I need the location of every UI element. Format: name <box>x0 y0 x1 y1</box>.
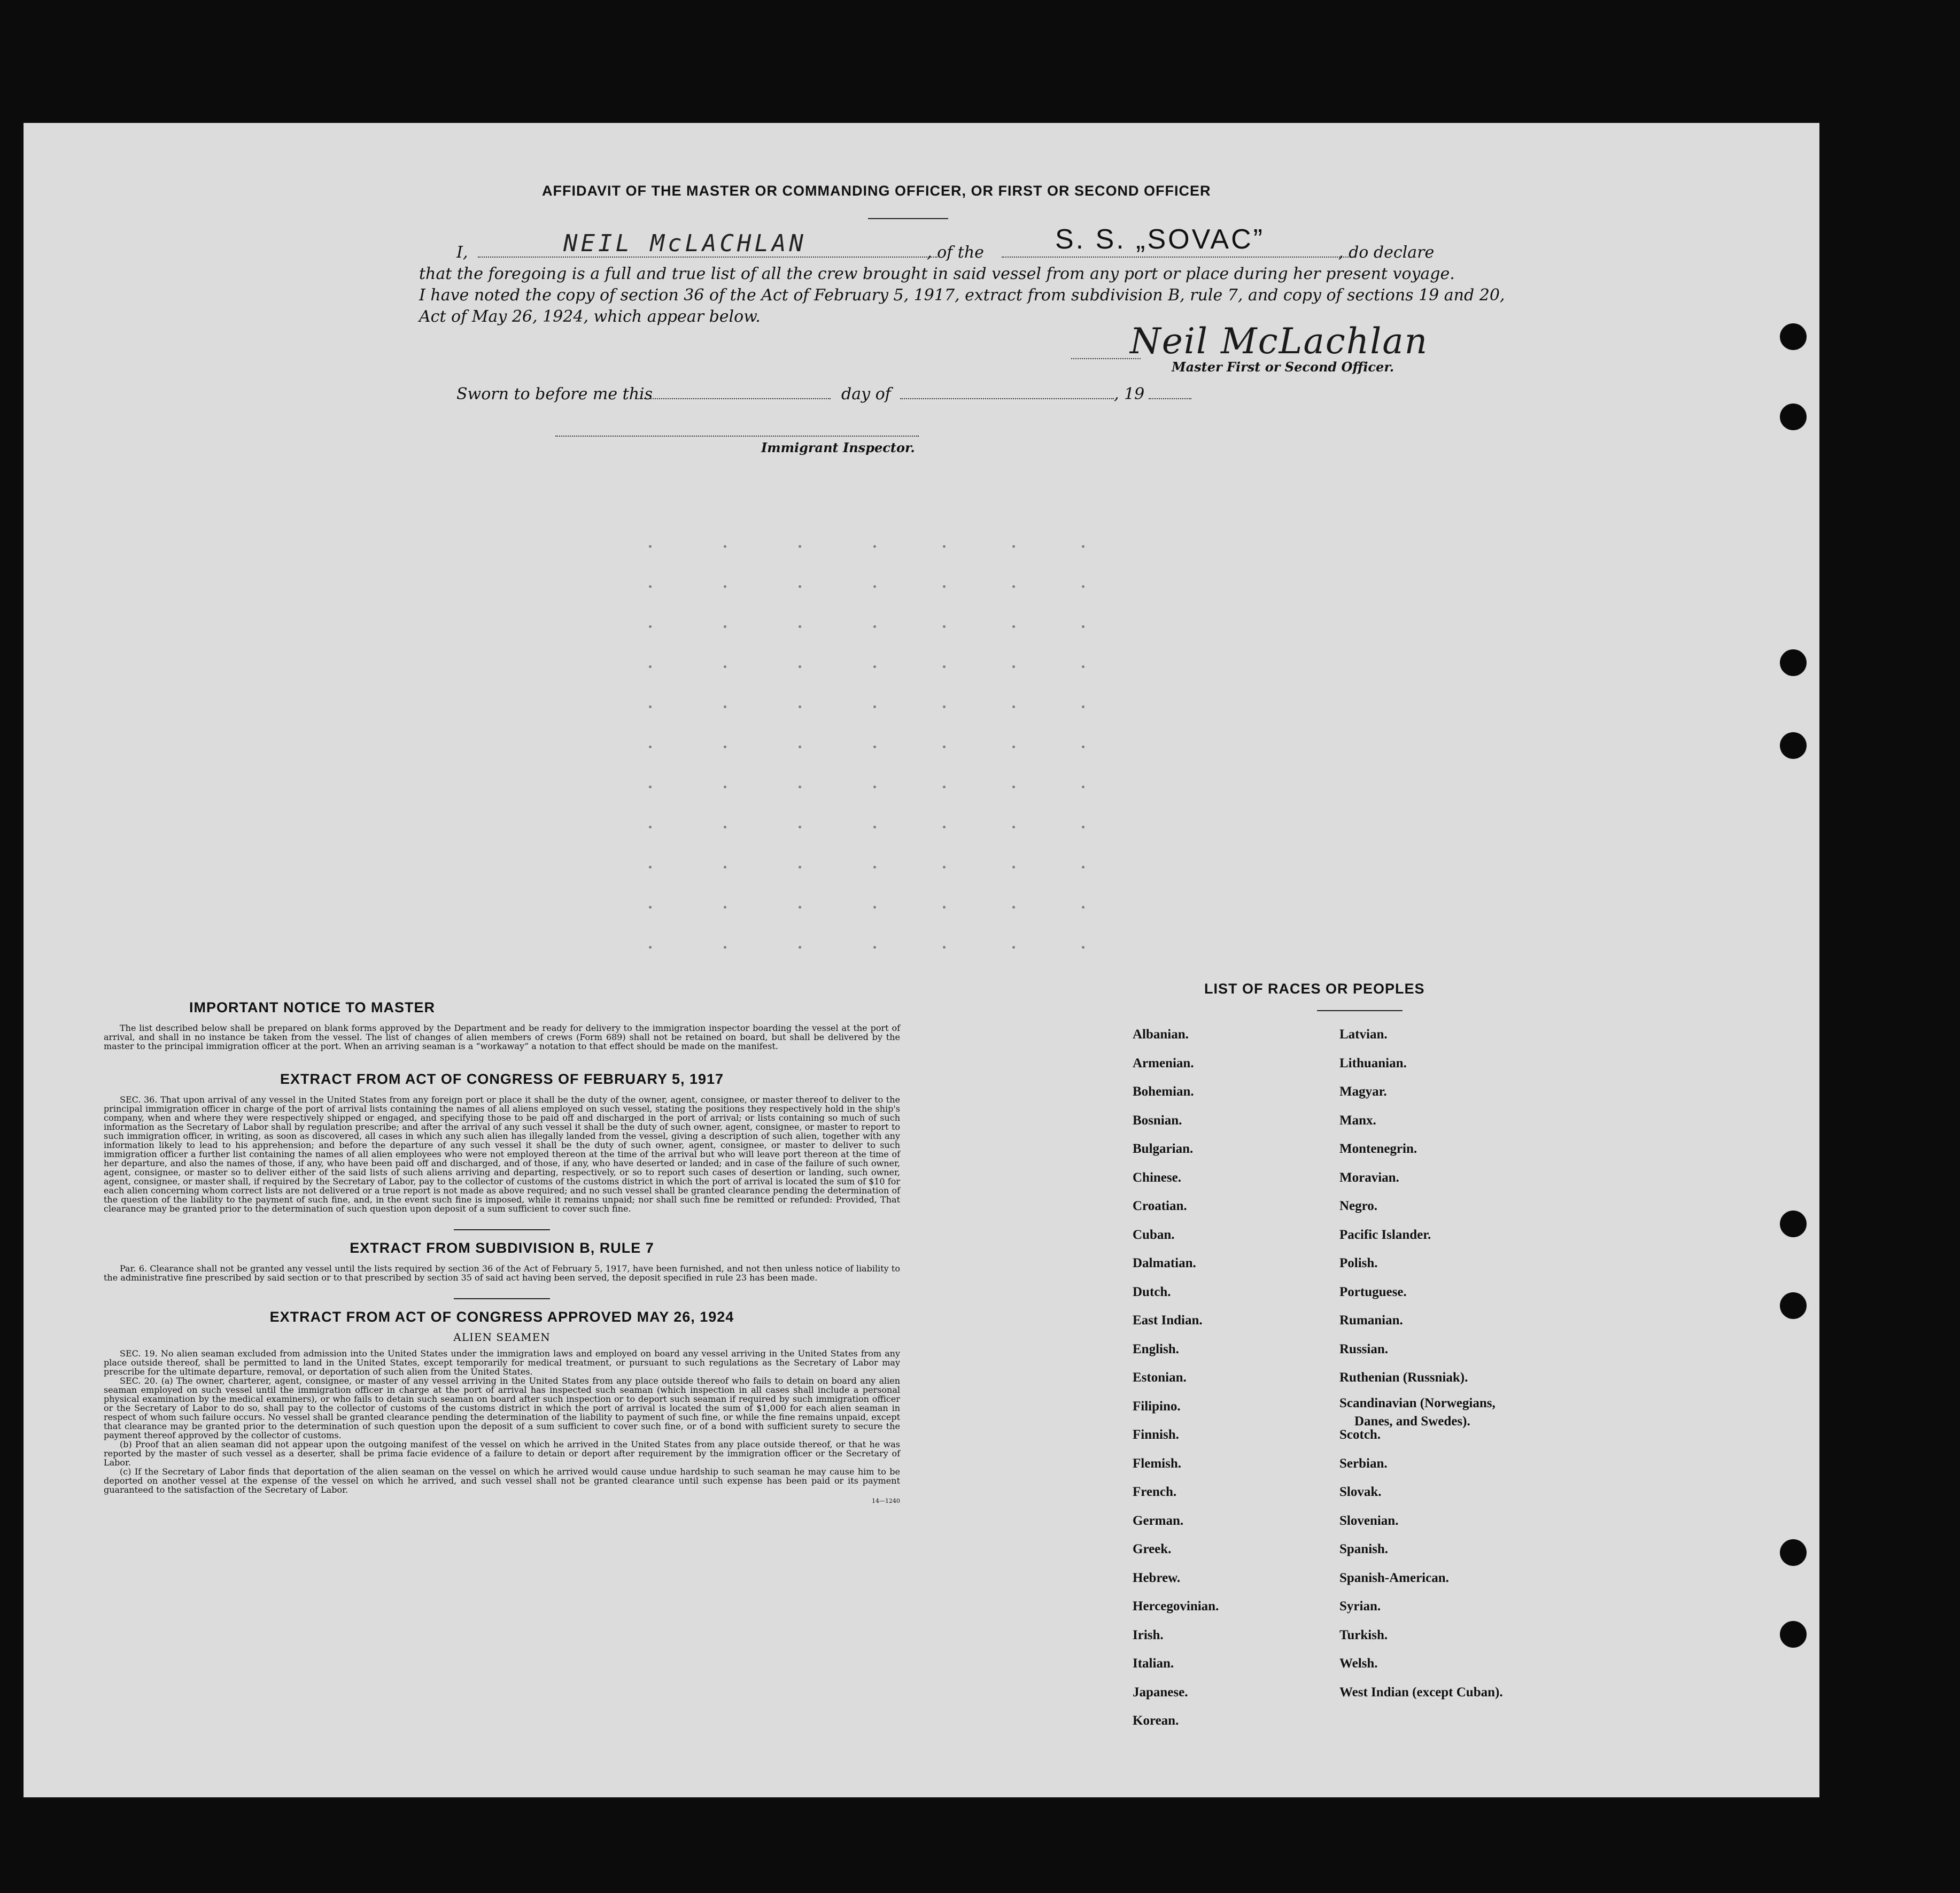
guide-dot <box>799 625 801 628</box>
signature-caption: Master First or Second Officer. <box>1172 359 1395 375</box>
guide-dot <box>943 746 946 748</box>
extract-1917-title: EXTRACT FROM ACT OF CONGRESS OF FEBRUARY 5, 1917 <box>280 1071 724 1087</box>
race-item: Spanish-American. <box>1339 1570 1449 1585</box>
race-item: Lithuanian. <box>1339 1056 1407 1070</box>
notice-title: IMPORTANT NOTICE TO MASTER <box>189 999 435 1015</box>
extract-1917-text: SEC. 36. That upon arrival of any vessel in the United States from any foreign port or place it shall be the duty of the owner, agent, consignee, or master thereof to deliver to the principal immigration officer in charge of the port of arrival lists containing the names of all aliens employed on such vessel, stating the positions they respectively hold in the ship's company, when and where they were respectively shipped or engaged, and specifying those to be paid off and discharged in the port of arrival; or lists containing so much of such information as the Secretary of Labor shall by regulation prescribe; and after the arrival of any such vessel it shall be the duty of such owner, agent, consignee, or master to report to such immigration officer, in writing, as soon as discovered, all cases in which any such alien has illegally landed from the vessel, giving a description of such alien, together with any information likely to lead to his apprehension; and before the departure of any such vessel it shall be the duty of such owner, agent, consignee, or master to deliver to such immigration officer a further list containing the names of all alien employees who were not employed thereon at the time of the arrival but who will leave port thereon at the time of her departure, and also the names of those, if any, who have been paid off and discharged, and of those, if any, who have deserted or landed; and in case of the failure of such owner, agent, consignee, or master so to deliver either of the said lists of such aliens arriving and departing, respectively, or so to report such cases of desertion or landing, such owner, agent, consignee, or master shall, if required by the Secretary of Labor, pay to the collector of customs of the customs district in which the port of arrival is located the sum of $10 for each alien concerning whom correct lists are not delivered or a true report is not made as above required; and no such vessel shall be granted clearance pending the determination of the question of the liability to the payment of such fine, and, in the event such fine is imposed, while it remains unpaid; nor shall such fine be remitted or refunded: Provided, That clearance may be granted prior to the determination of such question upon deposit of a sum sufficient to cover such fine. <box>104 1095 900 1214</box>
guide-dot <box>1012 866 1015 868</box>
vessel-name: S. S. „SOVAC” <box>1055 224 1265 255</box>
guide-dot <box>799 866 801 868</box>
form-number: 14—1240 <box>872 1498 900 1504</box>
race-item: Danes, and Swedes). <box>1354 1414 1470 1429</box>
guide-dot <box>1012 625 1015 628</box>
race-item: English. <box>1133 1341 1179 1356</box>
guide-dot <box>1012 746 1015 748</box>
guide-dot <box>873 826 876 828</box>
race-item: Armenian. <box>1133 1056 1194 1070</box>
master-signature: Neil McLachlan <box>1130 321 1429 362</box>
do-declare-label: , do declare <box>1338 243 1435 262</box>
guide-dot <box>943 545 946 548</box>
binder-hole <box>1780 1292 1807 1319</box>
guide-dot <box>873 946 876 949</box>
guide-dot <box>1012 665 1015 668</box>
guide-dot <box>724 585 726 588</box>
race-item: Pacific Islander. <box>1339 1227 1431 1242</box>
race-item: Scandinavian (Norwegians, <box>1339 1395 1496 1410</box>
race-item: Hebrew. <box>1133 1570 1181 1585</box>
guide-dot <box>943 946 946 949</box>
guide-dot <box>649 906 652 909</box>
guide-dot <box>1082 545 1084 548</box>
guide-dot <box>873 705 876 708</box>
race-item: Serbian. <box>1339 1456 1388 1471</box>
race-item: Korean. <box>1133 1713 1179 1728</box>
guide-dot <box>799 705 801 708</box>
race-item: Bulgarian. <box>1133 1142 1194 1156</box>
race-item: Bosnian. <box>1133 1113 1182 1128</box>
race-item: Cuban. <box>1133 1227 1175 1242</box>
guide-dot <box>649 946 652 949</box>
race-item: Flemish. <box>1133 1456 1181 1471</box>
extract-1924-subtitle: ALIEN SEAMEN <box>453 1331 551 1344</box>
guide-dot <box>1082 866 1084 868</box>
subdivision-b-title: EXTRACT FROM SUBDIVISION B, RULE 7 <box>350 1240 654 1256</box>
guide-dot <box>943 786 946 788</box>
master-name: NEIL McLACHLAN <box>563 230 807 257</box>
race-item: Croatian. <box>1133 1199 1187 1213</box>
guide-dot <box>1012 826 1015 828</box>
guide-dot <box>1082 786 1084 788</box>
vessel-line <box>1002 257 1354 258</box>
guide-dot <box>1012 545 1015 548</box>
binder-hole <box>1780 1211 1807 1237</box>
race-item: West Indian (except Cuban). <box>1339 1685 1503 1700</box>
binder-hole <box>1780 1621 1807 1648</box>
divider <box>868 218 948 219</box>
race-item: Greek. <box>1133 1542 1172 1556</box>
race-item: Hercegovinian. <box>1133 1599 1219 1613</box>
race-item: Dutch. <box>1133 1284 1171 1299</box>
race-item: Welsh. <box>1339 1656 1378 1671</box>
guide-dot <box>873 746 876 748</box>
guide-dot <box>943 866 946 868</box>
guide-dot <box>943 665 946 668</box>
race-item: Finnish. <box>1133 1427 1179 1442</box>
declaration-line-3: Act of May 26, 1924, which appear below. <box>419 307 761 326</box>
guide-dot <box>724 625 726 628</box>
race-item: Montenegrin. <box>1339 1142 1417 1156</box>
guide-dot <box>1082 826 1084 828</box>
guide-dot <box>724 826 726 828</box>
guide-dot <box>649 705 652 708</box>
declaration-line-2: I have noted the copy of section 36 of the Act of February 5, 1917, extract from subdivision B, rule 7, and copy of sections 19 and 20, <box>419 286 1505 305</box>
guide-dot <box>724 545 726 548</box>
race-item: Estonian. <box>1133 1370 1187 1385</box>
guide-dot <box>943 625 946 628</box>
guide-dot <box>873 545 876 548</box>
guide-dot <box>799 665 801 668</box>
race-item: Portuguese. <box>1339 1284 1407 1299</box>
sec-20b-text: (b) Proof that an alien seaman did not appear upon the outgoing manifest of the vessel on which he arrived in the United States from any place outside thereof, or that he was reported by the master of such vessel as a deserter, shall be prima facie evidence of a failure to detain or deport after requirement by the immigration officer or the Secretary of Labor. <box>104 1439 900 1468</box>
guide-dot <box>649 545 652 548</box>
guide-dot <box>943 906 946 909</box>
guide-dot <box>799 746 801 748</box>
form-page <box>24 123 1819 1797</box>
i-label: I, <box>456 243 468 262</box>
guide-dot <box>873 665 876 668</box>
sec-20a-text: SEC. 20. (a) The owner, charterer, agent, consignee, or master of any vessel arriving in the United States from any place outside thereof who fails to detain on board any alien seaman employed on such vessel until the immigration officer in charge at the port of arrival has inspected such seaman (which inspection in all cases shall include a personal physical examination by the medical examiners), or who fails to detain such seaman on board after such inspection or to deport such seaman if required by such immigration officer or the Secretary of Labor to do so, shall pay to the collector of customs of the customs district in which the port of arrival is located the sum of $1,000 for each alien seaman in respect of whom such failure occurs. No vessel shall be granted clearance pending the determination of the liability to payment of such fine, or while the fine remains unpaid, except that clearance may be granted prior to the determination of such question upon the deposit of a sum sufficient to cover such fine, or of a bond with sufficient surety to secure the payment thereof approved by the collector of customs. <box>104 1376 900 1440</box>
race-item: Dalmatian. <box>1133 1256 1196 1270</box>
divider <box>454 1298 550 1299</box>
binder-hole <box>1780 732 1807 759</box>
race-item: Turkish. <box>1339 1627 1388 1642</box>
race-item: Syrian. <box>1339 1599 1381 1613</box>
guide-dot <box>724 946 726 949</box>
binder-hole <box>1780 649 1807 676</box>
guide-dot <box>943 826 946 828</box>
race-item: Chinese. <box>1133 1170 1181 1185</box>
guide-dot <box>1082 746 1084 748</box>
race-item: Slovak. <box>1339 1485 1382 1499</box>
guide-dot <box>1082 585 1084 588</box>
race-item: Negro. <box>1339 1199 1378 1213</box>
guide-dot <box>724 705 726 708</box>
guide-dot <box>1082 906 1084 909</box>
races-title: LIST OF RACES OR PEOPLES <box>1204 981 1425 997</box>
race-item: Italian. <box>1133 1656 1174 1671</box>
race-item: Moravian. <box>1339 1170 1399 1185</box>
affidavit-title: AFFIDAVIT OF THE MASTER OR COMMANDING OFFICER, OR FIRST OR SECOND OFFICER <box>542 183 1211 199</box>
guide-dot <box>799 545 801 548</box>
race-item: Spanish. <box>1339 1542 1389 1556</box>
guide-dot <box>873 625 876 628</box>
guide-dot <box>1082 705 1084 708</box>
guide-dot <box>799 585 801 588</box>
race-item: Latvian. <box>1339 1027 1388 1042</box>
guide-dot <box>1012 946 1015 949</box>
race-item: Polish. <box>1339 1256 1378 1270</box>
guide-dot <box>649 826 652 828</box>
guide-dot <box>649 665 652 668</box>
race-item: Irish. <box>1133 1627 1164 1642</box>
race-item: East Indian. <box>1133 1313 1203 1328</box>
guide-dot <box>724 746 726 748</box>
declaration-line-1: that the foregoing is a full and true list of all the crew brought in said vessel from any port or place during her present voyage. <box>419 265 1455 283</box>
extract-1924-title: EXTRACT FROM ACT OF CONGRESS APPROVED MAY 26, 1924 <box>269 1309 734 1325</box>
race-item: Ruthenian (Russniak). <box>1339 1370 1468 1385</box>
race-item: Magyar. <box>1339 1084 1387 1099</box>
race-item: Rumanian. <box>1339 1313 1403 1328</box>
race-item: German. <box>1133 1513 1184 1528</box>
race-item: Filipino. <box>1133 1399 1181 1414</box>
race-item: Bohemian. <box>1133 1084 1194 1099</box>
binder-hole <box>1780 1539 1807 1566</box>
sworn-day-line <box>638 398 831 399</box>
guide-dot <box>873 866 876 868</box>
sworn-month-line <box>900 398 1114 399</box>
race-item: Scotch. <box>1339 1427 1381 1442</box>
guide-dot <box>649 585 652 588</box>
guide-dot <box>724 665 726 668</box>
guide-dot <box>1012 705 1015 708</box>
divider <box>454 1229 550 1230</box>
race-item: Russian. <box>1339 1341 1389 1356</box>
binder-hole <box>1780 404 1807 430</box>
sec-19-text: SEC. 19. No alien seaman excluded from admission into the United States under the immigration laws and employed on board any vessel arriving in the United States from any place outside thereof, shall be permitted to land in the United States, except temporarily for medical treatment, or pursuant to such regulations as the Secretary of Labor may prescribe for the ultimate departure, removal, or deportation of such alien from the United States. <box>104 1348 900 1377</box>
year-line <box>1149 398 1191 399</box>
guide-dot <box>649 746 652 748</box>
guide-dot <box>943 585 946 588</box>
binder-hole <box>1780 323 1807 350</box>
race-item: Slovenian. <box>1339 1513 1399 1528</box>
guide-dot <box>1012 786 1015 788</box>
guide-dot <box>1082 946 1084 949</box>
of-the-label: , of the <box>927 243 984 262</box>
subdivision-b-text: Par. 6. Clearance shall not be granted any vessel until the lists required by section 36 of the Act of February 5, 1917, have been furnished, and not then unless notice of liability to the administrative fine prescribed by said section or to that prescribed by section 35 of said act having been served, the deposit specified in rule 23 has been made. <box>104 1263 900 1283</box>
day-of-label: day of <box>841 385 891 404</box>
guide-dot <box>649 866 652 868</box>
guide-dot <box>799 826 801 828</box>
guide-dot <box>943 705 946 708</box>
inspector-caption: Immigrant Inspector. <box>761 440 915 455</box>
guide-dot <box>799 906 801 909</box>
guide-dot <box>649 786 652 788</box>
guide-dot <box>1082 625 1084 628</box>
guide-dot <box>724 866 726 868</box>
race-item: French. <box>1133 1485 1177 1499</box>
year-prefix: , 19 <box>1114 385 1145 404</box>
guide-dot <box>1012 906 1015 909</box>
guide-dot <box>873 906 876 909</box>
guide-dot <box>649 625 652 628</box>
race-item: Manx. <box>1339 1113 1376 1128</box>
divider <box>1317 1010 1403 1011</box>
notice-text: The list described below shall be prepared on blank forms approved by the Department and be ready for delivery to the immigration inspector boarding the vessel at the port of arrival, and shall in no instance be taken from the vessel. The list of changes of alien members of crews (Form 689) shall not be retained on board, but shall be delivered by the master to the principal immigration officer at the port. When an arriving seaman is a “workaway” a notation to that effect should be made on the manifest. <box>104 1023 900 1051</box>
race-item: Japanese. <box>1133 1685 1188 1700</box>
inspector-line <box>555 436 919 437</box>
guide-dot <box>873 786 876 788</box>
guide-dot <box>1012 585 1015 588</box>
guide-dot <box>1082 665 1084 668</box>
sworn-label: Sworn to before me this <box>456 385 653 404</box>
guide-dot <box>724 786 726 788</box>
guide-dot <box>724 906 726 909</box>
race-item: Albanian. <box>1133 1027 1189 1042</box>
guide-dot <box>799 786 801 788</box>
sec-20c-text: (c) If the Secretary of Labor finds that deportation of the alien seaman on the vessel on which he arrived would cause undue hardship to such seaman he may cause him to be deported on another vessel at the expense of the vessel on which he arrived, and such vessel shall not be granted clearance until such expense has been paid or its payment guaranteed to the satisfaction of the Secretary of Labor. <box>104 1467 900 1495</box>
guide-dot <box>799 946 801 949</box>
guide-dot <box>873 585 876 588</box>
